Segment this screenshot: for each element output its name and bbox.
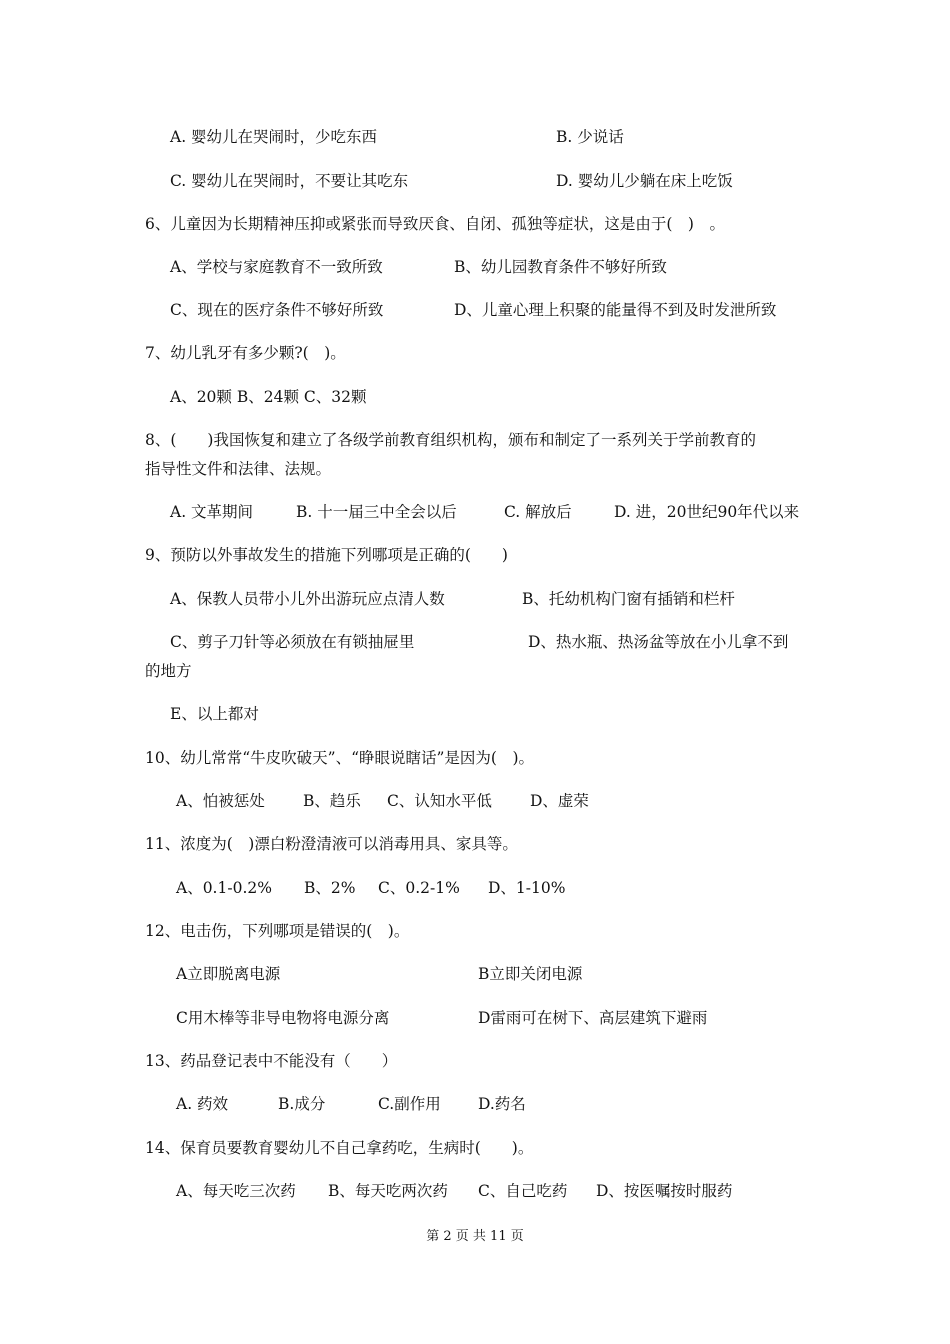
q14-option-a: A、每天吃三次药 (176, 1182, 296, 1200)
q13-option-c: C.副作用 (378, 1095, 441, 1113)
q9-option-d-continued: 的地方 (145, 662, 192, 680)
q14-option-c: C、自己吃药 (478, 1182, 568, 1200)
q9-question: 9、预防以外事故发生的措施下列哪项是正确的( ) (145, 546, 508, 564)
q8-option-b: B. 十一届三中全会以后 (296, 503, 457, 521)
q11-option-b: B、2% (304, 879, 356, 897)
q14-option-b: B、每天吃两次药 (328, 1182, 448, 1200)
q9-option-b: B、托幼机构门窗有插销和栏杆 (522, 590, 735, 608)
q12-option-b: B立即关闭电源 (478, 965, 583, 983)
q11-option-c: C、0.2-1% (378, 879, 460, 897)
q13-question: 13、药品登记表中不能没有（ ） (145, 1052, 398, 1070)
q8-question-line2: 指导性文件和法律、法规。 (145, 460, 332, 478)
q13-option-b: B.成分 (278, 1095, 326, 1113)
q5-option-d: D. 婴幼儿少躺在床上吃饭 (556, 172, 733, 190)
q6-question: 6、儿童因为长期精神压抑或紧张而导致厌食、自闭、孤独等症状，这是由于( ) 。 (145, 215, 725, 233)
q10-option-d: D、虚荣 (530, 792, 589, 810)
q12-option-a: A立即脱离电源 (176, 965, 281, 983)
q9-option-e: E、以上都对 (170, 705, 259, 723)
q8-option-a: A. 文革期间 (170, 503, 254, 521)
q8-question-line1: 8、( )我国恢复和建立了各级学前教育组织机构，颁布和制定了一系列关于学前教育的 (145, 431, 756, 449)
q13-option-a: A. 药效 (176, 1095, 229, 1113)
q13-option-d: D.药名 (478, 1095, 526, 1113)
q6-option-d: D、儿童心理上积聚的能量得不到及时发泄所致 (454, 301, 777, 319)
q11-option-d: D、1-10% (488, 879, 566, 897)
q7-question: 7、幼儿乳牙有多少颗?( )。 (145, 344, 346, 362)
q6-option-b: B、幼儿园教育条件不够好所致 (454, 258, 667, 276)
q14-option-d: D、按医嘱按时服药 (596, 1182, 733, 1200)
q10-option-a: A、怕被惩处 (176, 792, 265, 810)
q12-option-d: D雷雨可在树下、高层建筑下避雨 (478, 1009, 708, 1027)
q8-option-d: D. 进，20世纪90年代以来 (614, 503, 800, 521)
q5-option-c: C. 婴幼儿在哭闹时，不要让其吃东 (170, 172, 409, 190)
q10-option-b: B、趋乐 (303, 792, 361, 810)
q9-option-d: D、热水瓶、热汤盆等放在小儿拿不到 (528, 633, 789, 651)
q11-question: 11、浓度为( )漂白粉澄清液可以消毒用具、家具等。 (145, 835, 518, 853)
q6-option-c: C、现在的医疗条件不够好所致 (170, 301, 384, 319)
q9-option-c: C、剪子刀针等必须放在有锁抽屉里 (170, 633, 415, 651)
q5-option-b: B. 少说话 (556, 128, 624, 146)
q12-question: 12、电击伤，下列哪项是错误的( )。 (145, 922, 410, 940)
q10-question: 10、幼儿常常“牛皮吹破天”、“睁眼说瞎话”是因为( )。 (145, 749, 535, 767)
q8-option-c: C. 解放后 (504, 503, 572, 521)
q14-question: 14、保育员要教育婴幼儿不自己拿药吃，生病时( )。 (145, 1139, 534, 1157)
page-number-footer: 第 2 页 共 11 页 (426, 1229, 524, 1244)
q7-options: A、20颗 B、24颗 C、32颗 (170, 388, 367, 406)
q9-option-a: A、保教人员带小儿外出游玩应点清人数 (170, 590, 445, 608)
q10-option-c: C、认知水平低 (387, 792, 492, 810)
q12-option-c: C用木棒等非导电物将电源分离 (176, 1009, 390, 1027)
q5-option-a: A. 婴幼儿在哭闹时，少吃东西 (170, 128, 378, 146)
q11-option-a: A、0.1-0.2% (176, 879, 272, 897)
q6-option-a: A、学校与家庭教育不一致所致 (170, 258, 383, 276)
